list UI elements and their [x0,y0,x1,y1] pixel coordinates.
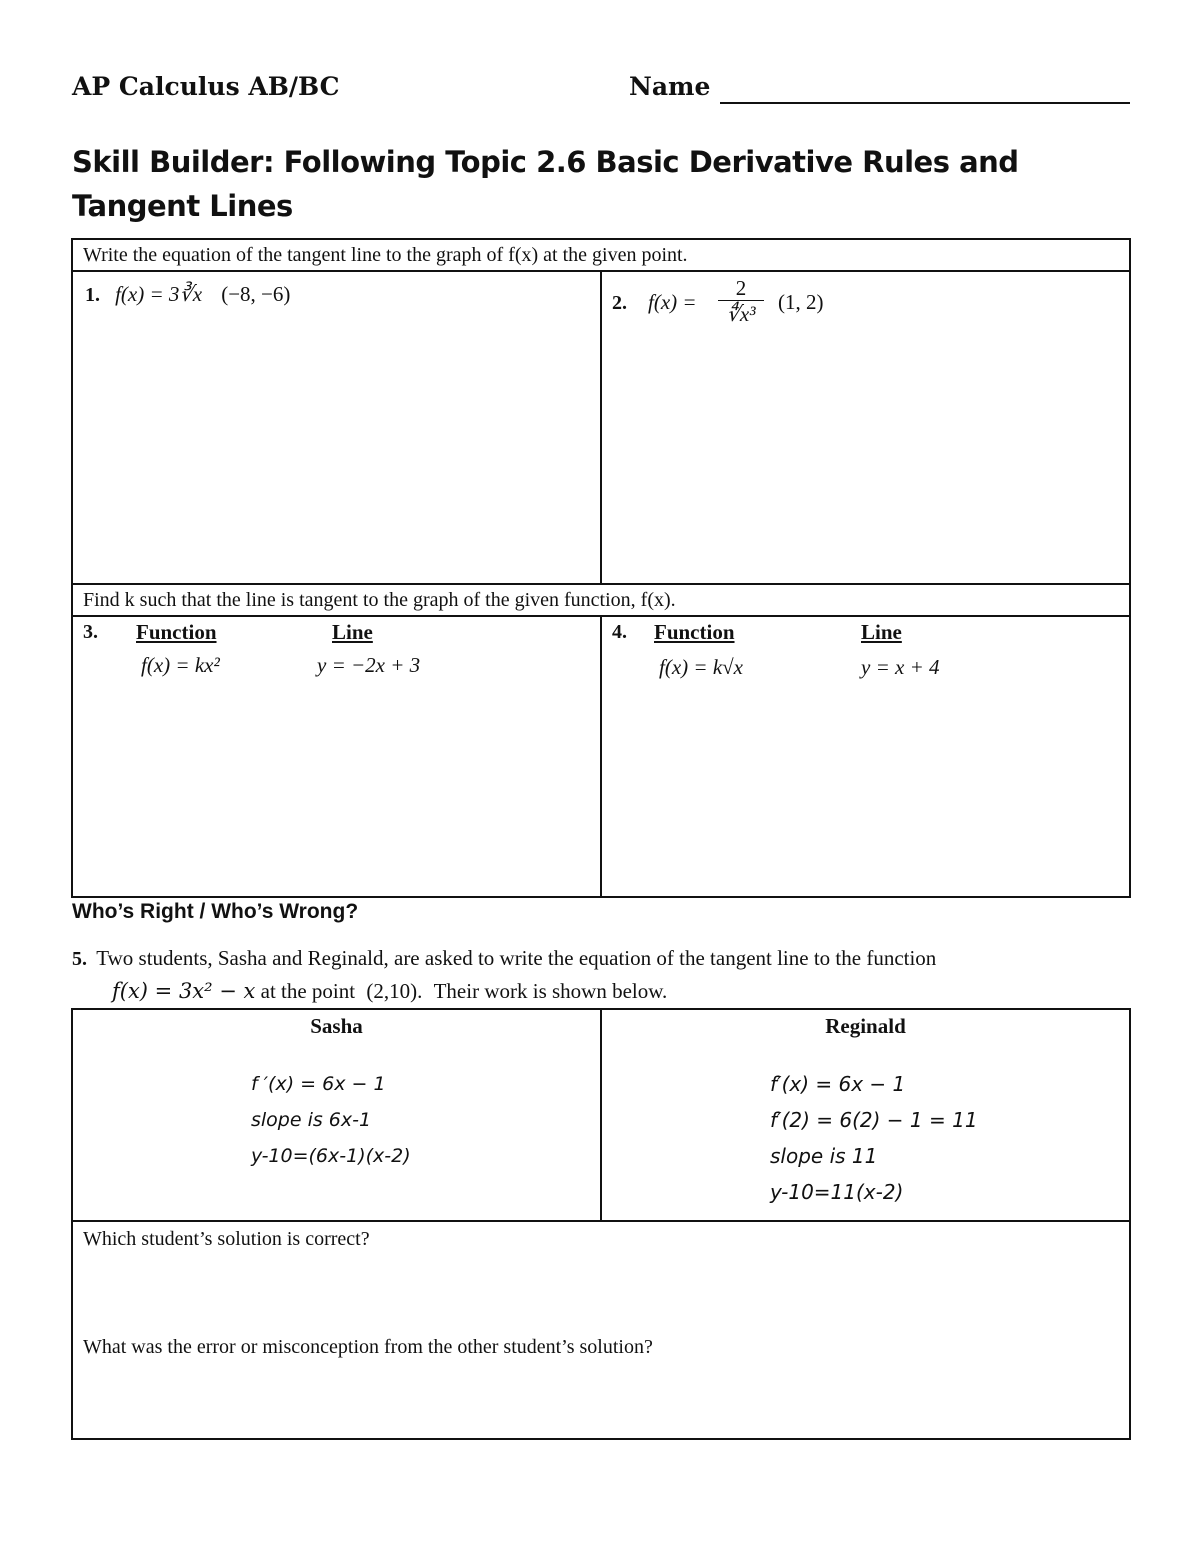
question-correct: Which student’s solution is correct? [83,1228,370,1250]
work-line: y-10=(6x-1)(x-2) [251,1145,411,1167]
problem-5-line1: Two students, Sasha and Reginald, are asked to write the equation of the tangent line to the function [96,946,937,970]
worksheet-title: Skill Builder: Following Topic 2.6 Basic Derivative Rules and Tangent Lines [72,145,1019,223]
problem-function: f(x) = kx² [141,653,220,677]
student-name: Sasha [310,1014,363,1038]
line-header: Line [332,620,373,644]
problem-number: 1. [85,284,100,306]
problem-number: 4. [612,621,627,643]
problem-4-cell [602,617,1129,896]
problem-line: y = x + 4 [861,655,940,679]
name-field-line[interactable] [720,102,1130,104]
section-instruction: Write the equation of the tangent line to the graph of f(x) at the given point. [73,240,1129,272]
work-line: f′(x) = 6x − 1 [770,1072,906,1096]
question-error: What was the error or misconception from the other student’s solution? [83,1336,653,1358]
questions-cell [73,1222,1129,1438]
work-line: f′(2) = 6(2) − 1 = 11 [770,1108,978,1132]
problem-number: 5. [72,948,87,970]
problem-3-cell [73,617,602,896]
problem-line: y = −2x + 3 [317,653,421,677]
reginald-work-cell [602,1010,1129,1222]
problem-function: f(x) = k√x [659,655,743,679]
problem-function-lhs: f(x) = [648,290,697,314]
header [72,72,1130,108]
section-heading: Who’s Right / Who’s Wrong? [72,900,359,923]
work-line: slope is 11 [770,1144,878,1168]
student-work-section [71,1008,1131,1440]
name-label: Name [629,72,711,101]
work-line: slope is 6x-1 [251,1109,372,1131]
problem-2-cell [602,272,1129,583]
work-line: f ′(x) = 6x − 1 [251,1073,386,1095]
work-line: y-10=11(x-2) [770,1180,904,1204]
fraction-denominator: ∜x³ [726,302,756,326]
problem-5-text [72,942,1130,1007]
function-header: Function [654,620,735,644]
problem-5-function: f(x) = 3x² − x [112,979,256,1003]
problem-1-cell [73,272,602,583]
fraction-numerator: 2 [718,276,764,301]
tangent-line-section [71,238,1131,585]
function-header: Function [136,620,217,644]
reginald-work [770,1066,978,1210]
problem-5-mid: at the point [260,979,356,1003]
sasha-work [251,1066,411,1174]
problem-function: f(x) = 3∛x [115,282,203,306]
problem-5-point: (2,10). [366,979,423,1003]
problem-point: (−8, −6) [221,282,291,306]
problem-5-tail: Their work is shown below. [433,979,668,1003]
fraction [718,276,764,327]
student-name: Reginald [825,1014,906,1038]
find-k-section [71,583,1131,898]
sasha-work-cell [73,1010,602,1222]
course-title: AP Calculus AB/BC [72,72,340,101]
problem-number: 2. [612,292,627,314]
line-header: Line [861,620,902,644]
problem-number: 3. [83,621,98,643]
problem-point: (1, 2) [778,290,824,314]
section-instruction: Find k such that the line is tangent to the graph of the given function, f(x). [73,585,1129,617]
